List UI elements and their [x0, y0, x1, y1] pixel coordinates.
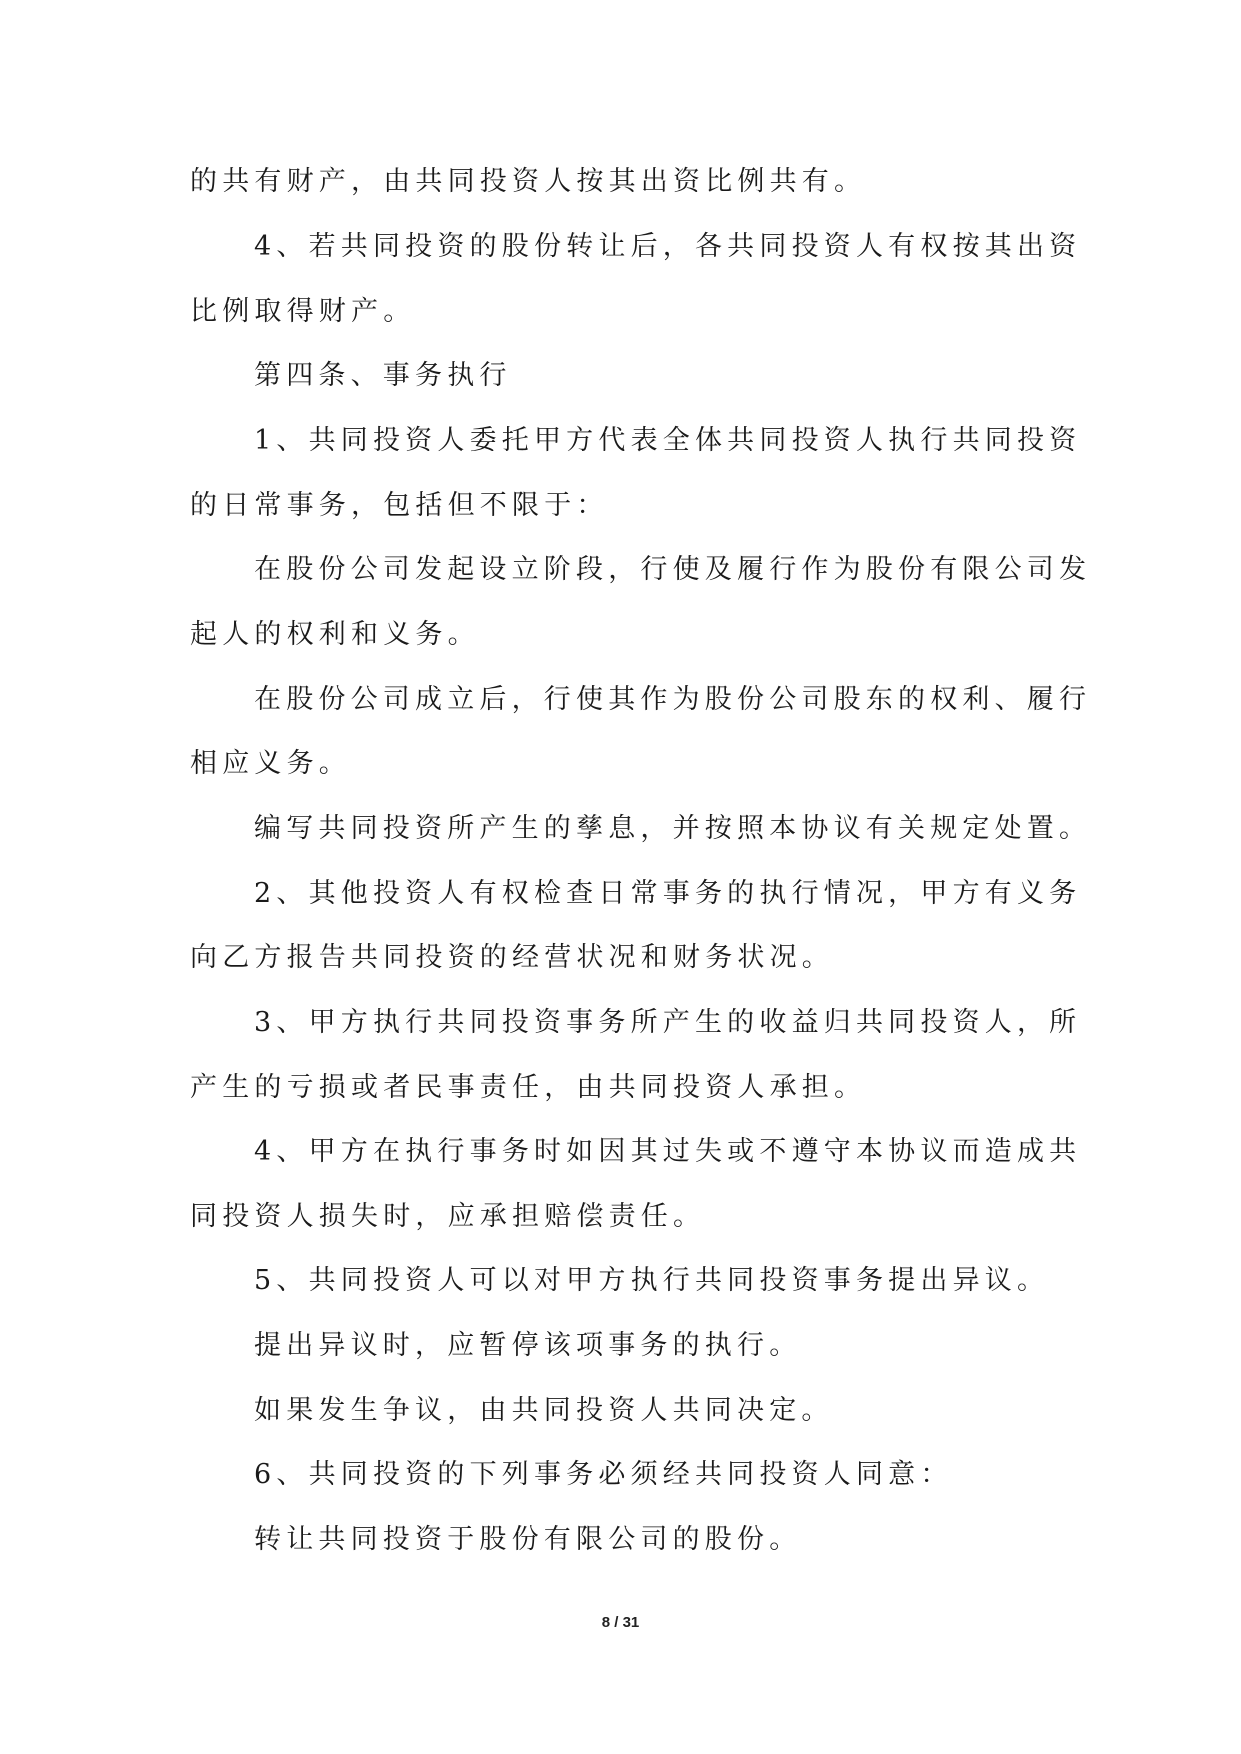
text-line: 向乙方报告共同投资的经营状况和财务状况。	[190, 942, 834, 973]
text-line: 在股份公司发起设立阶段，行使及履行作为股份有限公司发	[254, 554, 1092, 585]
text-line: 4、若共同投资的股份转让后，各共同投资人有权按其出资	[254, 231, 1082, 262]
text-line: 6、共同投资的下列事务必须经共同投资人同意：	[254, 1459, 953, 1490]
text-line: 如果发生争议，由共同投资人共同决定。	[254, 1395, 834, 1426]
page-number: 8 / 31	[601, 1614, 640, 1631]
text-line: 比例取得财产。	[190, 296, 416, 327]
text-line: 4、甲方在执行事务时如因其过失或不遵守本协议而造成共	[254, 1136, 1082, 1167]
section-heading: 第四条、事务执行	[254, 360, 512, 391]
text-line: 3、甲方执行共同投资事务所产生的收益归共同投资人，所	[254, 1007, 1082, 1038]
text-line: 提出异议时，应暂停该项事务的执行。	[254, 1330, 802, 1361]
text-line: 的日常事务，包括但不限于：	[190, 490, 609, 521]
text-line: 相应义务。	[190, 748, 351, 779]
text-line: 2、其他投资人有权检查日常事务的执行情况，甲方有义务	[254, 878, 1082, 909]
text-line: 的共有财产，由共同投资人按其出资比例共有。	[190, 166, 867, 197]
text-line: 在股份公司成立后，行使其作为股份公司股东的权利、履行	[254, 684, 1092, 715]
text-line: 转让共同投资于股份有限公司的股份。	[254, 1524, 802, 1555]
text-line: 编写共同投资所产生的孳息，并按照本协议有关规定处置。	[254, 813, 1092, 844]
text-line: 产生的亏损或者民事责任，由共同投资人承担。	[190, 1072, 867, 1103]
text-line: 同投资人损失时，应承担赔偿责任。	[190, 1201, 706, 1232]
text-line: 1、共同投资人委托甲方代表全体共同投资人执行共同投资	[254, 425, 1082, 456]
text-line: 起人的权利和义务。	[190, 619, 480, 650]
text-line: 5、共同投资人可以对甲方执行共同投资事务提出异议。	[254, 1265, 1050, 1296]
